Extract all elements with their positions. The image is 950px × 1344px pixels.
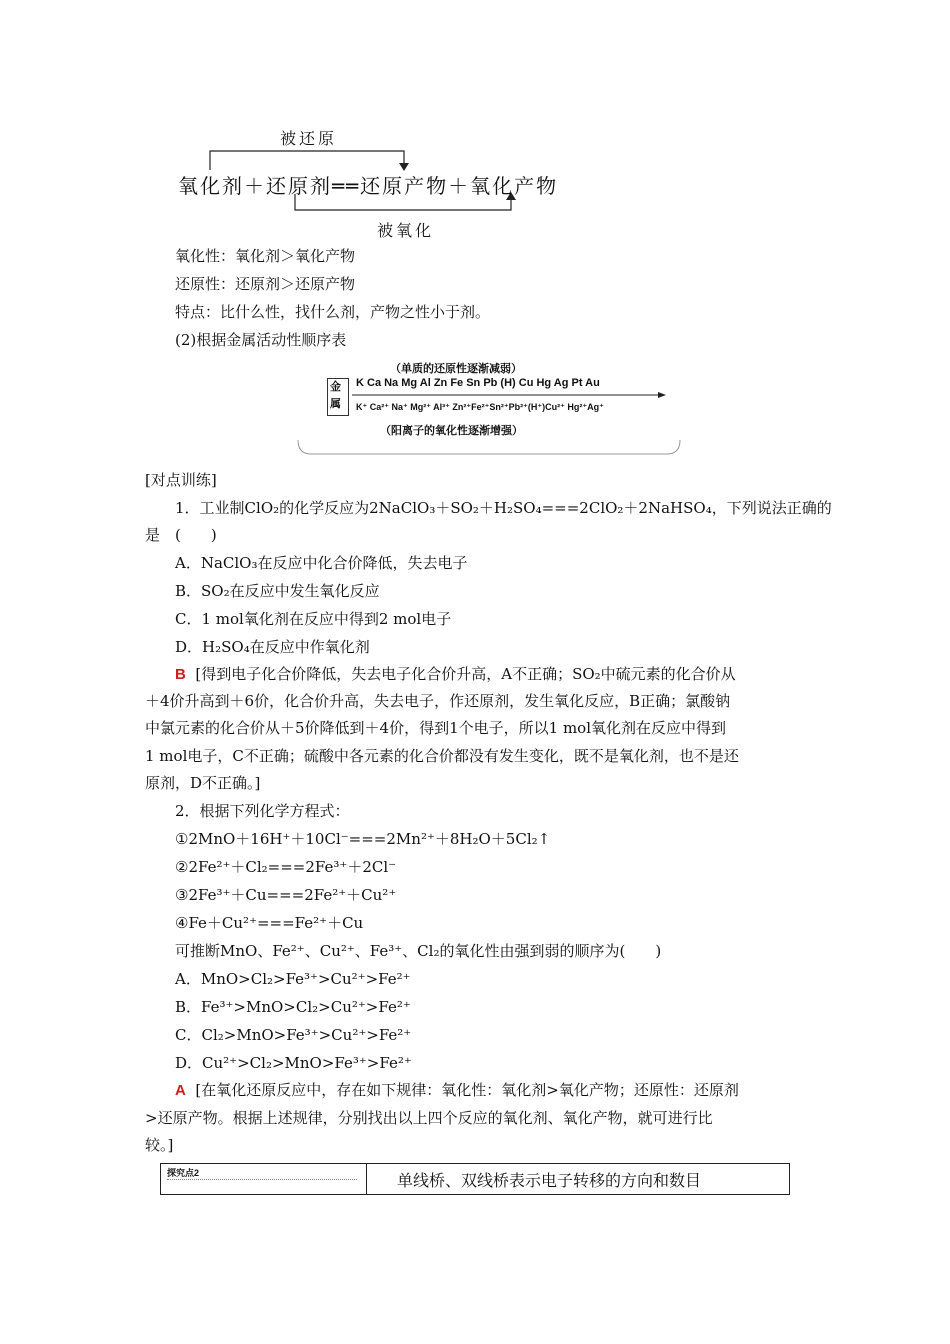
q2-eq-4: ④Fe＋Cu²⁺===Fe²⁺＋Cu	[175, 914, 364, 932]
metal-label: 金属	[330, 381, 341, 410]
redox-equation: 氧化剂＋还原剂══还原产物＋氧化产物	[178, 174, 559, 198]
reduced-label: 被还原	[280, 129, 338, 148]
q2-answer: A	[175, 1082, 186, 1099]
q2-eq-3: ③2Fe³⁺＋Cu===2Fe²⁺＋Cu²⁺	[175, 886, 397, 904]
q1-option-d: D．H₂SO₄在反应中作氧化剂	[175, 638, 370, 656]
oxidized-label: 被氧化	[377, 221, 435, 240]
q2-stem: 2．根据下列化学方程式：	[175, 802, 350, 820]
q1-explain-3: 中氯元素的化合价从＋5价降低到＋4价，得到1个电子，所以1 mol氧化剂在反应中得到	[145, 719, 726, 737]
q1-explain-4: 1 mol电子，C不正确；硫酸中各元素的化合价都没有发生变化，既不是氧化剂，也不是还	[145, 747, 739, 765]
q2-option-d: D．Cu²⁺>Cl₂>MnO>Fe³⁺>Fe²⁺	[175, 1054, 412, 1072]
bridge-lines	[0, 0, 950, 240]
q1-option-c: C．1 mol氧化剂在反应中得到2 mol电子	[175, 610, 452, 628]
q1-stem-1: 1．工业制ClO₂的化学反应为2NaClO₃＋SO₂＋H₂SO₄===2ClO₂＋2NaHSO₄，下列说法正确的	[175, 499, 832, 517]
q1-option-b: B．SO₂在反应中发生氧化反应	[175, 582, 380, 600]
q2-question: 可推断MnO、Fe²⁺、Cu²⁺、Fe³⁺、Cl₂的氧化性由强到弱的顺序为( )	[175, 942, 662, 960]
q2-explain-1: A [在氧化还原反应中，存在如下规律：氧化性：氧化剂>氧化产物；还原性：还原剂	[175, 1081, 739, 1099]
activity-arrow	[350, 390, 670, 400]
section2-title: (2)根据金属活动性顺序表	[175, 331, 347, 349]
q2-explain-2: >还原产物。根据上述规律，分别找出以上四个反应的氧化剂、氧化产物，就可进行比	[145, 1109, 713, 1127]
practice-header: [对点训练]	[145, 471, 217, 489]
section-title: 单线桥、双线桥表示电子转移的方向和数目	[397, 1171, 702, 1190]
q2-option-a: A．MnO>Cl₂>Fe³⁺>Cu²⁺>Fe²⁺	[175, 970, 411, 988]
section-box	[160, 1163, 790, 1195]
section-tag: 探究点2	[167, 1168, 200, 1178]
q1-stem-2: 是 ( )	[145, 526, 217, 544]
q1-option-a: A．NaClO₃在反应中化合价降低，失去电子	[175, 554, 468, 572]
rule-feature: 特点：比什么性，找什么剂，产物之性小于剂。	[175, 303, 491, 321]
metal-ions: K⁺ Ca²⁺ Na⁺ Mg²⁺ Al³⁺ Zn²⁺Fe²⁺Sn²⁺Pb²⁺(H⁺)Cu²⁺ Hg²⁺Ag⁺	[356, 402, 604, 412]
section-box-divider	[366, 1164, 367, 1194]
q2-option-c: C．Cl₂>MnO>Fe³⁺>Cu²⁺>Fe²⁺	[175, 1026, 412, 1044]
rule-oxidizing: 氧化性：氧化剂＞氧化产物	[175, 247, 356, 265]
q2-option-b: B．Fe³⁺>MnO>Cl₂>Cu²⁺>Fe²⁺	[175, 998, 411, 1016]
q2-eq-2: ②2Fe²⁺＋Cl₂===2Fe³⁺＋2Cl⁻	[175, 858, 397, 876]
metal-symbols: K Ca Na Mg Al Zn Fe Sn Pb (H) Cu Hg Ag Pt Au	[356, 377, 600, 389]
q2-eq-1: ①2MnO＋16H⁺＋10Cl⁻===2Mn²⁺＋8H₂O＋5Cl₂↑	[175, 830, 551, 848]
q1-explain-2: ＋4价升高到＋6价，化合价升高，失去电子，作还原剂，发生氧化反应，B正确；氯酸钠	[145, 692, 731, 710]
rule-reducing: 还原性：还原剂＞还原产物	[175, 275, 356, 293]
q1-answer: B	[175, 666, 186, 683]
q1-explain-1: B [得到电子化合价降低，失去电子化合价升高，A不正确；SO₂中硫元素的化合价从	[175, 665, 736, 683]
q2-explain-3: 较。]	[145, 1136, 174, 1154]
q1-explain-5: 原剂，D不正确。]	[145, 774, 261, 792]
activity-top-note: （单质的还原性逐渐减弱）	[390, 363, 522, 375]
table-brace	[295, 438, 685, 460]
activity-bottom-note: （阳离子的氧化性逐渐增强）	[380, 425, 523, 437]
section-tag-underline	[167, 1179, 357, 1180]
